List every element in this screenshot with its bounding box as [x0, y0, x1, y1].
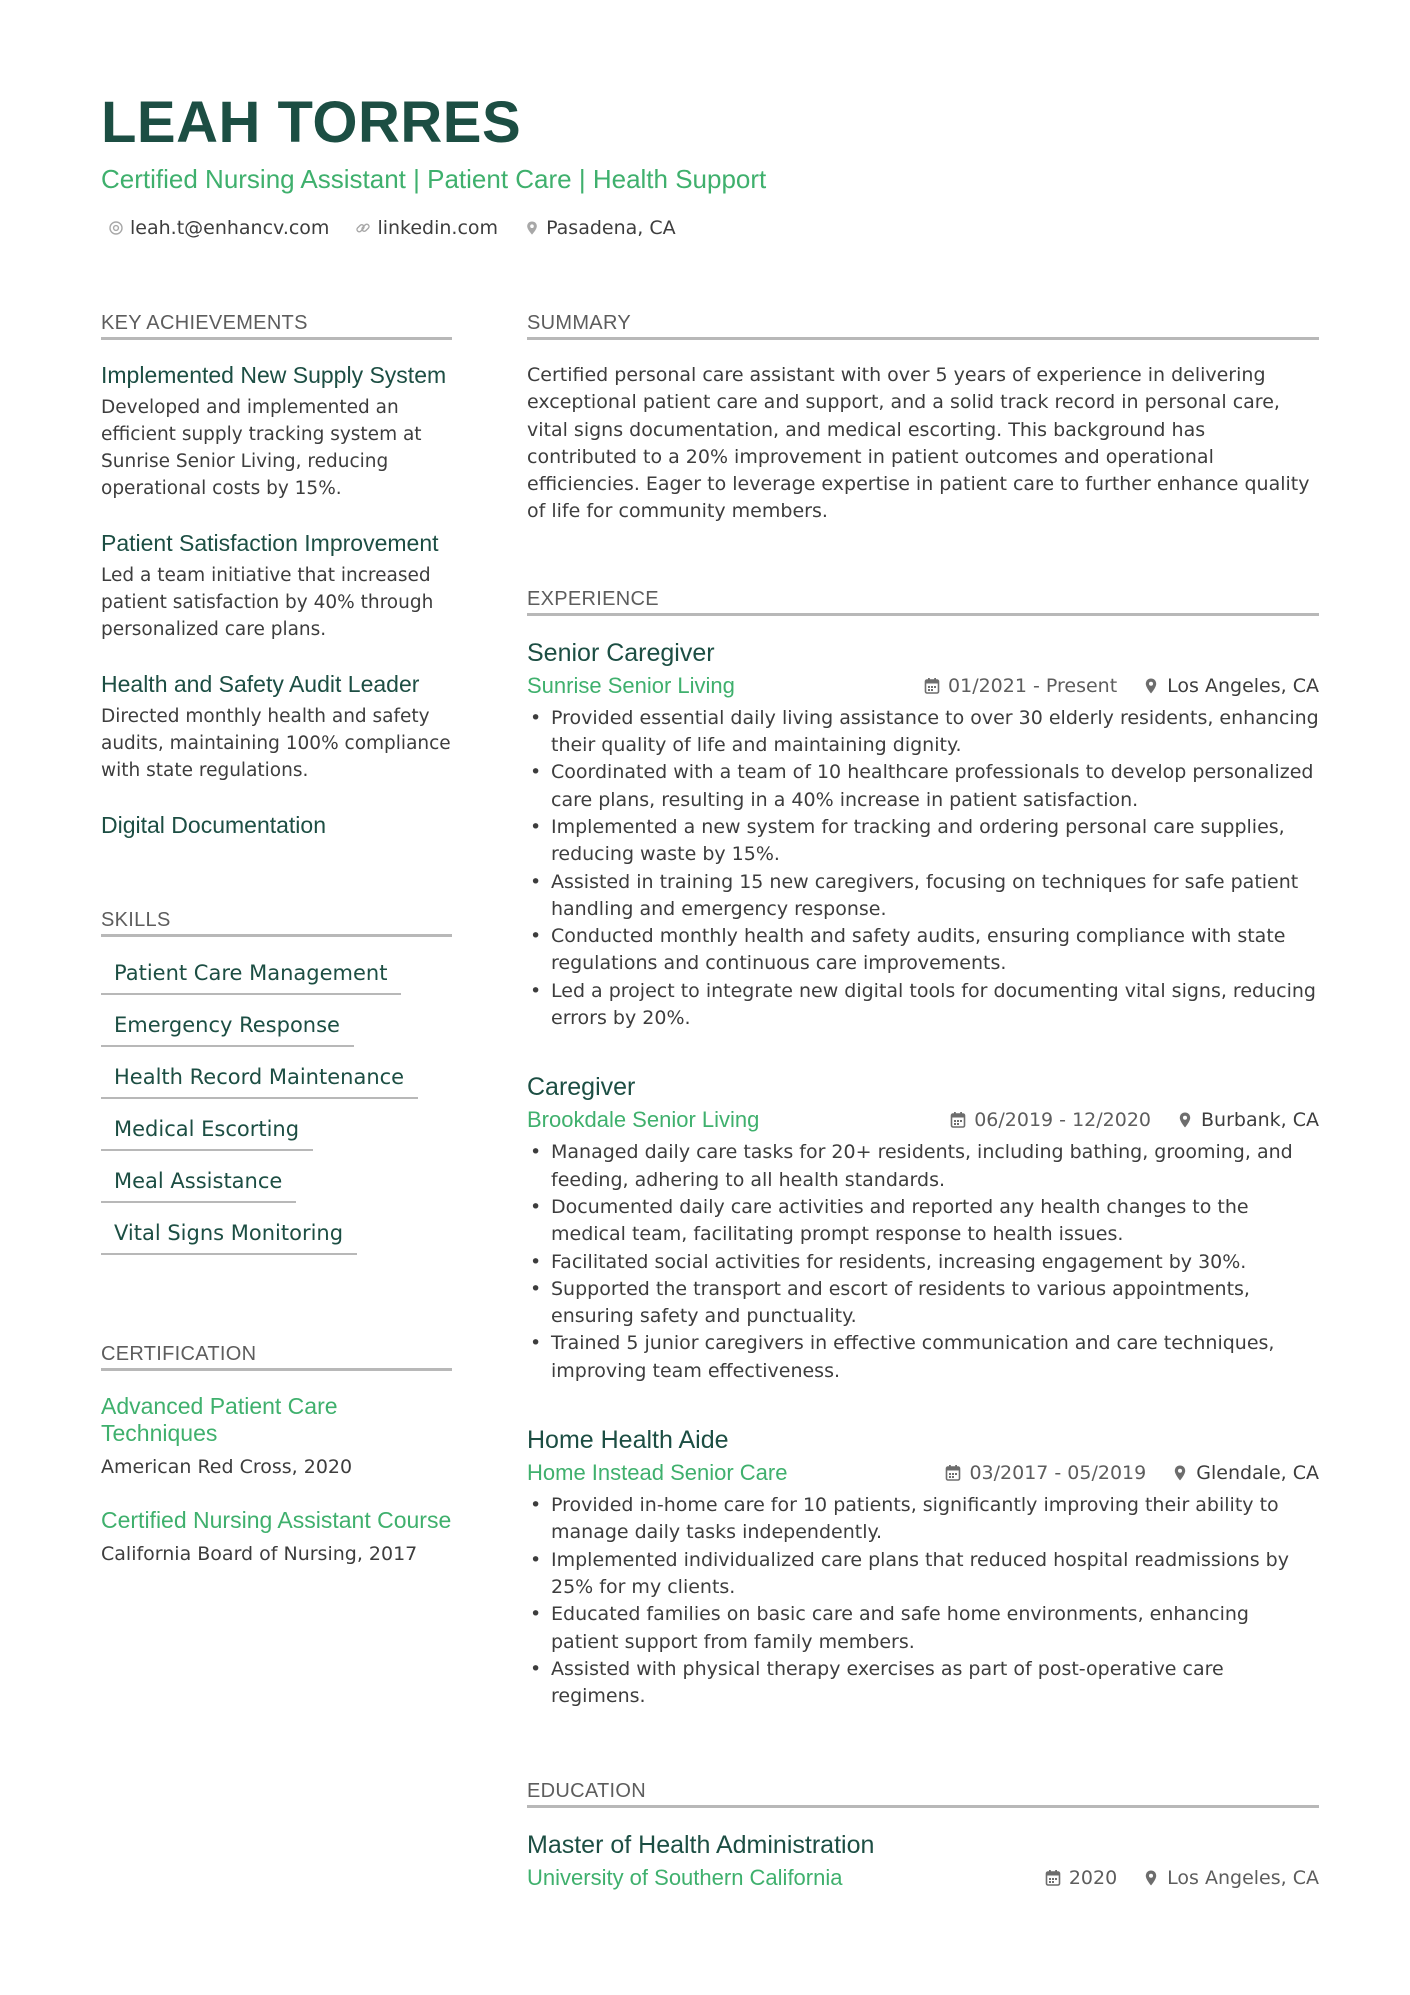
- job-location: [1143, 672, 1319, 700]
- summary-heading: SUMMARY: [527, 310, 1319, 340]
- location-pin-icon: [1143, 677, 1159, 695]
- certification-title: Advanced Patient Care Techniques: [101, 1393, 338, 1446]
- candidate-headline: Certified Nursing Assistant | Patient Care | Health Support: [101, 164, 767, 194]
- job-bullet: • Led a project to integrate new digital tools for documenting vital signs, reducing errors by 20%.: [527, 978, 1319, 1033]
- job-bullets: [527, 1492, 1319, 1710]
- resume-header: [101, 88, 1321, 242]
- location-pin-icon: [1143, 1869, 1159, 1887]
- at-icon: [108, 220, 124, 236]
- job-bullet: • Provided in-home care for 10 patients, significantly improving their ability to manage daily tasks independently.: [527, 1492, 1319, 1547]
- education-location-text: Los Angeles, CA: [1167, 1867, 1319, 1890]
- school-name: University of Southern California: [527, 1865, 843, 1891]
- skill-tag: Patient Care Management: [101, 959, 401, 995]
- certification-org: California Board of Nursing, 2017: [101, 1543, 418, 1565]
- job-meta-right: [924, 672, 1319, 700]
- achievement-desc: Directed monthly health and safety audits, maintaining 100% compliance with state regulations.: [101, 706, 451, 781]
- location-pin-icon: [1177, 1111, 1193, 1129]
- certification-item: [101, 1507, 452, 1568]
- education-meta-right: [1045, 1864, 1319, 1892]
- achievement-desc: Developed and implemented an efficient supply tracking system at Sunrise Senior Living, reducing operational costs by 15%.: [101, 397, 422, 499]
- candidate-name: LEAH TORRES: [101, 90, 522, 155]
- certification-heading: CERTIFICATION: [101, 1341, 452, 1371]
- contact-location-text: Pasadena, CA: [546, 217, 676, 239]
- job-bullet: • Facilitated social activities for residents, increasing engagement by 30%.: [527, 1249, 1319, 1276]
- contact-linkedin-text: linkedin.com: [377, 217, 499, 239]
- job-bullet: • Trained 5 junior caregivers in effective communication and care techniques, improving team effectiveness.: [527, 1330, 1319, 1385]
- education-year: [1045, 1864, 1117, 1892]
- right-column: [527, 310, 1319, 1919]
- job-title: Home Health Aide: [527, 1426, 729, 1455]
- job-meta-right: [945, 1459, 1319, 1487]
- job-bullet: • Implemented a new system for tracking and ordering personal care supplies, reducing waste by 15%.: [527, 814, 1319, 869]
- experience-item: [527, 1072, 1319, 1385]
- education-item: [527, 1830, 1319, 1893]
- calendar-icon: [945, 1464, 961, 1482]
- certification-org: American Red Cross, 2020: [101, 1456, 353, 1478]
- job-bullet: • Provided essential daily living assistance to over 30 elderly residents, enhancing their quality of life and maintaining dignity.: [527, 705, 1319, 760]
- skills-list: [101, 959, 452, 1271]
- job-location: [1177, 1106, 1319, 1134]
- company-name: Sunrise Senior Living: [527, 672, 735, 698]
- calendar-icon: [1045, 1869, 1061, 1887]
- skills-heading: SKILLS: [101, 907, 452, 937]
- achievement-title: Digital Documentation: [101, 812, 327, 838]
- experience-heading: EXPERIENCE: [527, 586, 1319, 616]
- job-bullet: • Documented daily care activities and reported any health changes to the medical team, facilitating prompt response to health issues.: [527, 1194, 1319, 1249]
- job-bullet: • Educated families on basic care and safe home environments, enhancing patient support from family members.: [527, 1601, 1319, 1656]
- company-name: Home Instead Senior Care: [527, 1460, 788, 1486]
- skill-tag: Health Record Maintenance: [101, 1063, 418, 1099]
- contact-location: [524, 214, 676, 242]
- calendar-icon: [924, 677, 940, 695]
- summary-text: Certified personal care assistant with over 5 years of experience in delivering exceptional patient care and support, and a solid track record in personal care, vital signs documentation, and medical escorting. This background has contributed to a 20% improvement in patient outcomes and operational efficiencies. Eager to leverage expertise in patient care to further enhance quality of life for community members.: [527, 364, 1310, 523]
- company-name: Brookdale Senior Living: [527, 1107, 760, 1133]
- education-heading: EDUCATION: [527, 1778, 1319, 1808]
- experience-item: [527, 1425, 1319, 1710]
- job-dates: [945, 1459, 1146, 1487]
- location-pin-icon: [524, 220, 540, 236]
- job-title: Senior Caregiver: [527, 638, 715, 667]
- certification-title: Certified Nursing Assistant Course: [101, 1507, 452, 1533]
- job-dates-text: 03/2017 - 05/2019: [969, 1462, 1147, 1485]
- degree-title: Master of Health Administration: [527, 1831, 875, 1860]
- achievements-heading: KEY ACHIEVEMENTS: [101, 310, 452, 340]
- job-meta: [527, 671, 1319, 701]
- job-bullet: • Conducted monthly health and safety audits, ensuring compliance with state regulations and continuous care improvements.: [527, 923, 1319, 978]
- contact-linkedin[interactable]: [355, 214, 498, 242]
- job-location-text: Burbank, CA: [1201, 1109, 1319, 1132]
- job-dates-text: 01/2021 - Present: [948, 674, 1118, 697]
- education-year-text: 2020: [1068, 1867, 1118, 1890]
- achievement-title: Health and Safety Audit Leader: [101, 671, 420, 697]
- contact-row: [101, 214, 1321, 242]
- job-bullet: • Assisted with physical therapy exercises as part of post-operative care regimens.: [527, 1656, 1319, 1711]
- achievement-title: Patient Satisfaction Improvement: [101, 530, 439, 556]
- job-dates: [950, 1106, 1151, 1134]
- achievement-item: [101, 362, 452, 502]
- skill-tag: Meal Assistance: [101, 1167, 296, 1203]
- certification-item: [101, 1393, 452, 1481]
- job-bullet: • Coordinated with a team of 10 healthcare professionals to develop personalized care plans, resulting in a 40% increase in patient satisfaction.: [527, 759, 1319, 814]
- achievement-item: [101, 530, 452, 643]
- contact-email[interactable]: [108, 214, 329, 242]
- job-location-text: Los Angeles, CA: [1167, 674, 1319, 697]
- link-icon: [355, 220, 371, 236]
- job-title: Caregiver: [527, 1073, 636, 1102]
- job-bullet: • Managed daily care tasks for 20+ residents, including bathing, grooming, and feeding, adhering to all health standards.: [527, 1139, 1319, 1194]
- achievement-item: [101, 812, 452, 839]
- job-bullet: • Assisted in training 15 new caregivers, focusing on techniques for safe patient handling and emergency response.: [527, 869, 1319, 924]
- job-meta: [527, 1458, 1319, 1488]
- achievement-item: [101, 671, 452, 784]
- education-location: [1143, 1864, 1319, 1892]
- job-location-text: Glendale, CA: [1196, 1462, 1319, 1485]
- job-location: [1172, 1459, 1319, 1487]
- job-bullets: [527, 705, 1319, 1033]
- job-dates-text: 06/2019 - 12/2020: [974, 1109, 1152, 1132]
- job-bullets: [527, 1139, 1319, 1385]
- calendar-icon: [950, 1111, 966, 1129]
- experience-item: [527, 638, 1319, 1033]
- left-column: [101, 310, 452, 1594]
- job-dates: [924, 672, 1117, 700]
- job-bullet: • Supported the transport and escort of residents to various appointments, ensuring safety and punctuality.: [527, 1276, 1319, 1331]
- job-meta: [527, 1105, 1319, 1135]
- job-bullet: • Implemented individualized care plans that reduced hospital readmissions by 25% for my clients.: [527, 1547, 1319, 1602]
- skill-tag: Medical Escorting: [101, 1115, 313, 1151]
- education-meta: [527, 1863, 1319, 1893]
- achievement-title: Implemented New Supply System: [101, 362, 447, 388]
- contact-email-text: leah.t@enhancv.com: [130, 217, 330, 239]
- achievement-desc: Led a team initiative that increased patient satisfaction by 40% through personalized care plans.: [101, 565, 434, 640]
- skill-tag: Emergency Response: [101, 1011, 354, 1047]
- location-pin-icon: [1172, 1464, 1188, 1482]
- skill-tag: Vital Signs Monitoring: [101, 1219, 357, 1255]
- job-meta-right: [950, 1106, 1319, 1134]
